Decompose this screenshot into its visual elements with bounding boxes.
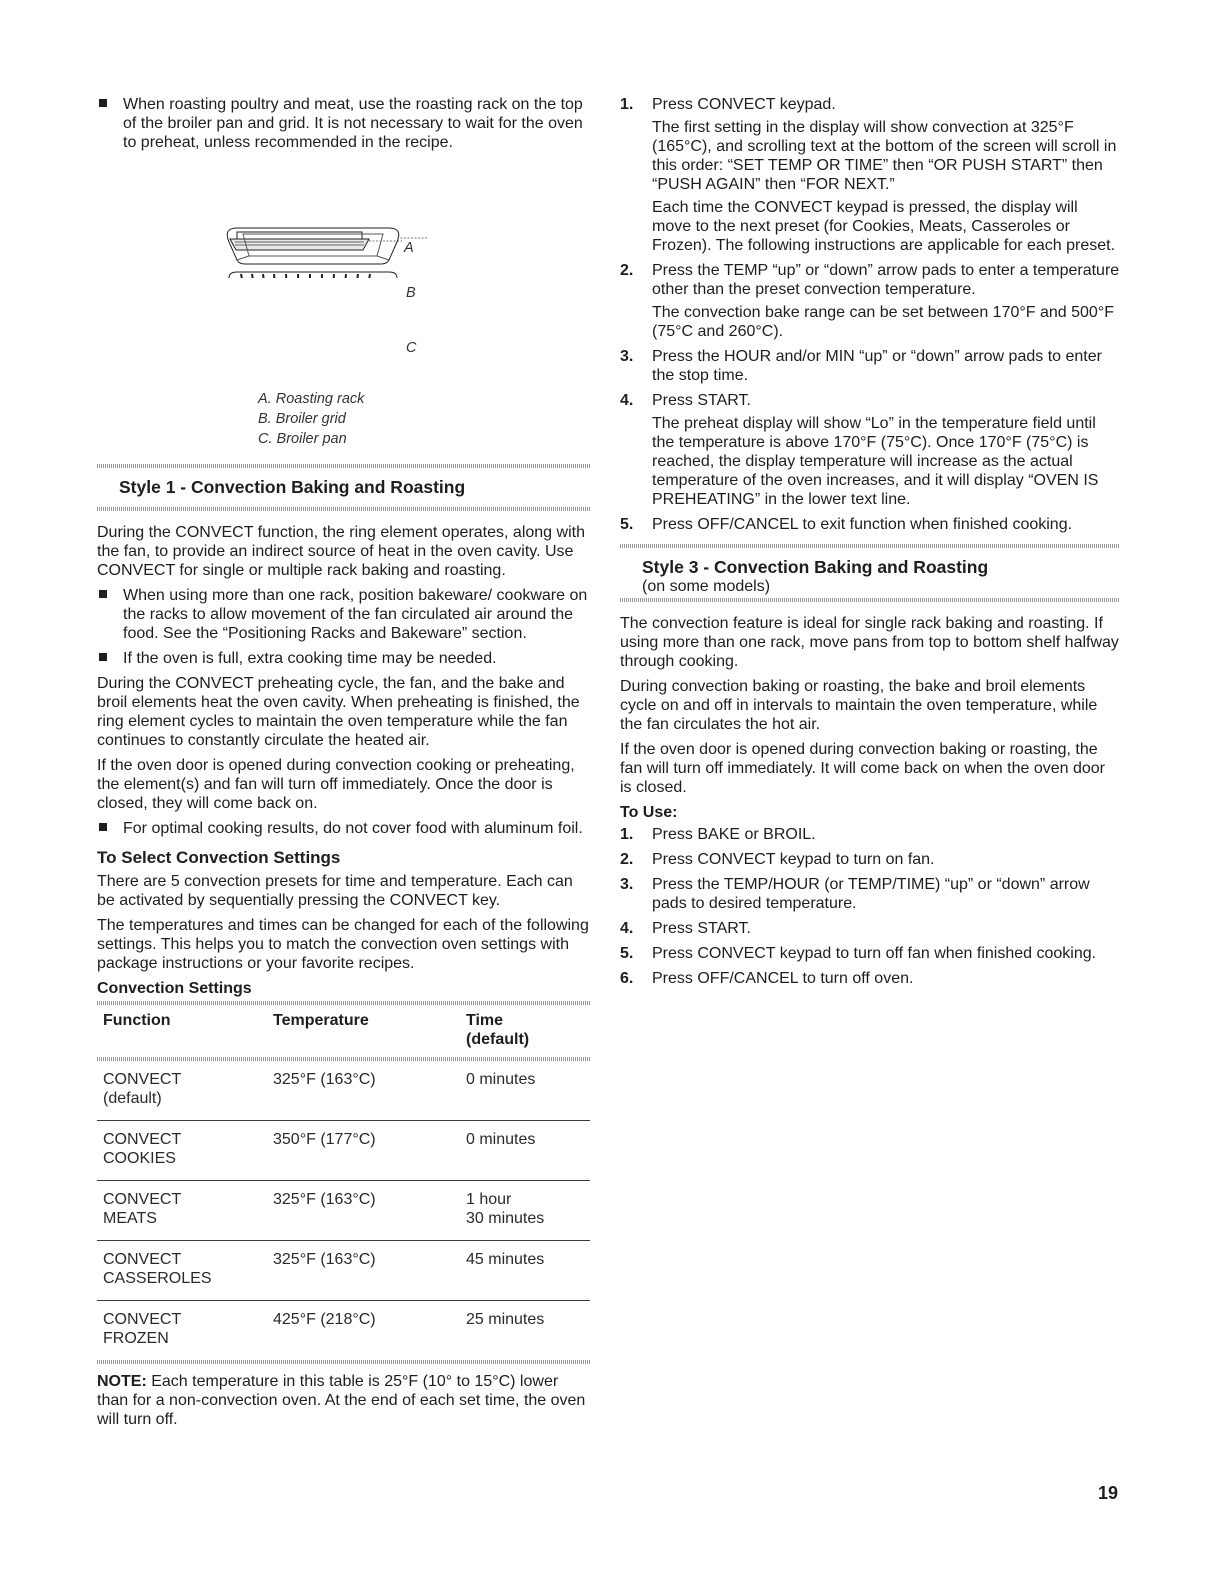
cell-function: CONVECT CASSEROLES (97, 1241, 267, 1301)
cell-time: 0 minutes (460, 1121, 590, 1181)
style3-step-6 (620, 969, 1120, 988)
style3-subtitle: (on some models) (642, 578, 771, 595)
step-text: Press OFF/CANCEL to turn off oven. (652, 970, 914, 987)
broiler-pan-illustration (97, 222, 427, 282)
style3-step-5 (620, 944, 1120, 963)
right-column (620, 95, 1120, 994)
header-time (460, 1005, 590, 1057)
bullet-oven-full (97, 649, 590, 668)
style2-step-3 (620, 347, 1120, 385)
step-text: Press the TEMP/HOUR (or TEMP/TIME) “up” or “down” arrow pads to desired temperature. (652, 876, 1090, 912)
step-number: 1. (620, 826, 634, 843)
cell-time: 45 minutes (460, 1241, 590, 1301)
step-number: 2. (620, 851, 634, 868)
figure-caption (258, 389, 364, 449)
step-number: 5. (620, 516, 634, 533)
figure-letter-c: C (406, 340, 417, 356)
cell-temperature: 325°F (163°C) (267, 1181, 460, 1241)
cell-temperature: 325°F (163°C) (267, 1241, 460, 1301)
table-row (97, 1061, 590, 1121)
hatch-divider (97, 507, 590, 511)
style1-paragraph-2: During the CONVECT preheating cycle, the fan, and the bake and broil elements heat the oven cavity. When preheating is finished, the ring element cycles to maintain the oven temperature while the fan continues to constantly circulate the heated air. (97, 675, 580, 749)
bullet-aluminum-foil (97, 819, 590, 838)
step-number: 3. (620, 876, 634, 893)
select-paragraph-1: There are 5 convection presets for time and temperature. Each can be activated by sequentially pressing the CONVECT key. (97, 873, 573, 909)
step-detail: The convection bake range can be set between 170°F and 500°F (75°C and 260°C). (652, 304, 1114, 340)
bullet-text: If the oven is full, extra cooking time may be needed. (123, 650, 497, 667)
step-text: Press BAKE or BROIL. (652, 826, 816, 843)
bullet-multiple-racks (97, 586, 590, 643)
figure-letter-b: B (406, 285, 416, 301)
note-text: Each temperature in this table is 25°F (10° to 15°C) lower than for a non-convection oven. At the end of each set time, the oven will turn off. (97, 1373, 586, 1428)
bullet-roasting (97, 95, 590, 152)
select-paragraph-2: The temperatures and times can be changed for each of the following settings. This helps you to match the convection oven settings with package instructions or your favorite recipes. (97, 917, 589, 972)
step-detail: Each time the CONVECT keypad is pressed, the display will move to the next preset (for Cookies, Meats, Casseroles or Frozen). The following instructions are applicable for each preset. (652, 199, 1116, 254)
header-time-line2: (default) (466, 1031, 530, 1048)
convection-settings-table (97, 1005, 590, 1057)
style3-paragraph-3: If the oven door is opened during convection baking or roasting, the fan will turn off immediately. It will come back on when the oven door is closed. (620, 741, 1105, 796)
step-number: 4. (620, 392, 634, 409)
step-number: 6. (620, 970, 634, 987)
step-number: 3. (620, 348, 634, 365)
table-row (97, 1301, 590, 1361)
style3-step-1 (620, 825, 1120, 844)
bullet-square-icon (99, 99, 107, 107)
note-label: NOTE: (97, 1373, 147, 1390)
cell-time: 25 minutes (466, 1311, 545, 1328)
step-text: Press CONVECT keypad. (652, 96, 836, 113)
style3-paragraph-2: During convection baking or roasting, the bake and broil elements cycle on and off in intervals to maintain the oven temperature, while the fan circulates the hot air. (620, 678, 1098, 733)
bullet-text: When using more than one rack, position bakeware/ cookware on the racks to allow movement of the fan circulated air around the food. See the “Positioning Racks and Bakeware” section. (123, 587, 588, 642)
style3-step-2 (620, 850, 1120, 869)
to-use-heading: To Use: (620, 804, 678, 821)
cell-time: 1 hour 30 minutes (460, 1181, 590, 1241)
caption-broiler-grid: B. Broiler grid (258, 411, 346, 427)
bullet-text: When roasting poultry and meat, use the roasting rack on the top of the broiler pan and grid. It is not necessary to wait for the oven to preheat, unless recommended in the recipe. (123, 96, 583, 151)
hatch-divider (620, 598, 1120, 602)
cell-function: CONVECT FROZEN (103, 1311, 182, 1347)
header-function: Function (103, 1012, 171, 1029)
cell-temperature: 425°F (218°C) (273, 1311, 376, 1328)
table-note (97, 1372, 590, 1429)
step-detail: The first setting in the display will show convection at 325°F (165°C), and scrolling text at the bottom of the screen will scroll in this order: “SET TEMP OR TIME” then “OR PUSH START” then “PUSH AGAIN” then “FOR NEXT.” (652, 119, 1117, 193)
step-number: 5. (620, 945, 634, 962)
cell-function: CONVECT COOKIES (97, 1121, 267, 1181)
style2-step-2 (620, 261, 1120, 341)
step-text: Press OFF/CANCEL to exit function when finished cooking. (652, 516, 1073, 533)
step-text: Press START. (652, 392, 751, 409)
table-header-row (97, 1005, 590, 1057)
left-column (97, 95, 590, 1435)
style3-step-3 (620, 875, 1120, 913)
step-number: 2. (620, 262, 634, 279)
style2-step-5 (620, 515, 1120, 534)
header-time-line1: Time (466, 1012, 504, 1029)
hatch-divider (97, 1360, 590, 1364)
table-row (97, 1121, 590, 1181)
broiler-pan-drawing (227, 228, 427, 264)
broiler-figure (97, 158, 590, 447)
step-text: Press CONVECT keypad to turn on fan. (652, 851, 935, 868)
caption-roasting-rack: A. Roasting rack (258, 391, 365, 407)
style3-title: Style 3 - Convection Baking and Roasting (642, 557, 989, 577)
header-temperature: Temperature (273, 1012, 369, 1029)
caption-broiler-pan: C. Broiler pan (258, 431, 347, 447)
figure-letter-a: A (404, 240, 414, 256)
bullet-square-icon (99, 653, 107, 661)
step-text: Press the TEMP “up” or “down” arrow pads to enter a temperature other than the preset convection temperature. (652, 262, 1120, 298)
cell-time: 0 minutes (460, 1061, 590, 1121)
table-row (97, 1181, 590, 1241)
style3-paragraph-1: The convection feature is ideal for single rack baking and roasting. If using more than one rack, move pans from top to bottom shelf halfway through cooking. (620, 615, 1119, 670)
bullet-square-icon (99, 823, 107, 831)
step-number: 1. (620, 96, 634, 113)
style1-heading (97, 464, 590, 511)
cell-temperature: 325°F (163°C) (267, 1061, 460, 1121)
style2-step-4 (620, 391, 1120, 509)
style3-step-4 (620, 919, 1120, 938)
cell-function: CONVECT (default) (97, 1061, 267, 1121)
cell-function: CONVECT MEATS (97, 1181, 267, 1241)
style1-paragraph-3: If the oven door is opened during convection cooking or preheating, the element(s) and fan will turn off immediately. Once the door is closed, they will come back on. (97, 757, 575, 812)
table-title: Convection Settings (97, 980, 252, 997)
table-row (97, 1241, 590, 1301)
page-number: 19 (1097, 1483, 1118, 1503)
bullet-square-icon (99, 590, 107, 598)
style1-paragraph-1: During the CONVECT function, the ring element operates, along with the fan, to provide an indirect source of heat in the oven cavity. Use CONVECT for single or multiple rack baking and roasting. (97, 524, 585, 579)
step-text: Press START. (652, 920, 751, 937)
style3-heading (620, 544, 1120, 602)
step-number: 4. (620, 920, 634, 937)
step-text: Press CONVECT keypad to turn off fan when finished cooking. (652, 945, 1097, 962)
convection-settings-table-body (97, 1061, 590, 1360)
style2-step-1 (620, 95, 1120, 255)
step-detail: The preheat display will show “Lo” in the temperature field until the temperature is above 170°F (75°C). Once 170°F (75°C) is reached, the display temperature will increase as the actual temperature of the oven increases, and it will display “OVEN IS PREHEATING” in the lower text line. (652, 415, 1099, 508)
cell-temperature: 350°F (177°C) (267, 1121, 460, 1181)
select-settings-heading: To Select Convection Settings (97, 848, 341, 867)
step-text: Press the HOUR and/or MIN “up” or “down” arrow pads to enter the stop time. (652, 348, 1102, 384)
style1-title: Style 1 - Convection Baking and Roasting (119, 477, 466, 497)
bullet-text: For optimal cooking results, do not cover food with aluminum foil. (123, 820, 583, 837)
